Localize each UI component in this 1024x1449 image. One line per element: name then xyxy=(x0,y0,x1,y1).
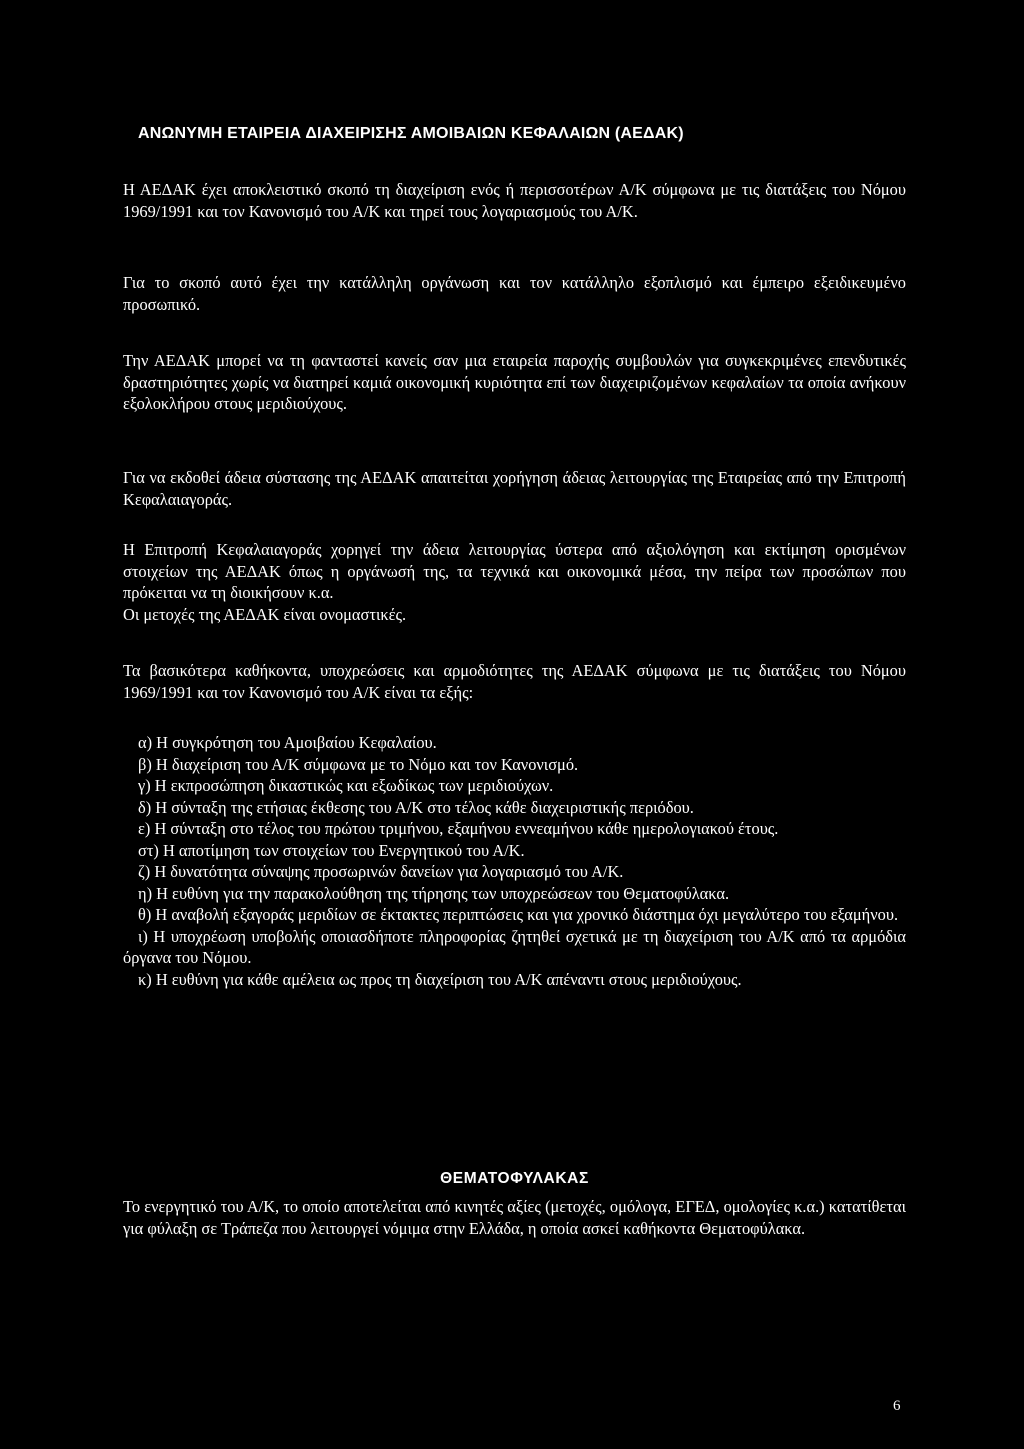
paragraph-custodian: Το ενεργητικό του Α/Κ, το οποίο αποτελείται από κινητές αξίες (μετοχές, ομόλογα, ΕΓΕΔ, ομολογίες κ.α.) κατατίθεται για φύλαξη σε Τράπεζα που λειτουργεί νόμιμα στην Ελλάδα, η οποία ασκεί καθήκοντα Θεματοφύλακα. xyxy=(123,1197,906,1238)
list-item: ι) Η υποχρέωση υποβολής οποιασδήποτε πληροφορίας ζητηθεί σχετικά με τη διαχείριση του Α/Κ από τα αρμόδια όργανα του Νόμου. xyxy=(123,926,906,967)
paragraph-registered-shares: Οι μετοχές της ΑΕΔΑΚ είναι ονομαστικές. xyxy=(123,604,407,624)
list-item: στ) Η αποτίμηση των στοιχείων του Ενεργητικού του Α/Κ. xyxy=(138,840,525,860)
paragraph-duties-intro: Τα βασικότερα καθήκοντα, υποχρεώσεις και αρμοδιότητες της ΑΕΔΑΚ σύμφωνα με τις διατάξεις του Νόμου 1969/1991 και τον Κανονισμό του Α/Κ είναι τα εξής: xyxy=(123,661,906,702)
section-heading-aedak: ΑΝΩΝΥΜΗ ΕΤΑΙΡΕΙΑ ΔΙΑΧΕΙΡΙΣΗΣ ΑΜΟΙΒΑΙΩΝ ΚΕΦΑΛΑΙΩΝ (ΑΕΔΑΚ) xyxy=(138,125,684,142)
page-number: 6 xyxy=(893,1398,901,1414)
list-item: γ) Η εκπροσώπηση δικαστικώς και εξωδίκως των μεριδιούχων. xyxy=(138,776,554,795)
paragraph-purpose: Η ΑΕΔΑΚ έχει αποκλειστικό σκοπό τη διαχείριση ενός ή περισσοτέρων Α/Κ σύμφωνα με τις διατάξεις του Νόμου 1969/1991 και τον Κανονισμό του Α/Κ και τηρεί τους λογαριασμούς του Α/Κ. xyxy=(123,180,906,221)
paragraph-license-evaluation-text: Η Επιτροπή Κεφαλαιαγοράς χορηγεί την άδεια λειτουργίας ύστερα από αξιολόγηση και εκτίμηση ορισμένων στοιχείων της ΑΕΔΑΚ όπως η οργάνωσή της, τα τεχνικά και οικονομικά μέσα, την πείρα των προσώπων που πρόκειται να τη διοικήσουν κ.α. xyxy=(123,540,906,602)
duties-list xyxy=(123,732,906,990)
paragraph-consulting-analogy: Την ΑΕΔΑΚ μπορεί να τη φανταστεί κανείς σαν μια εταιρεία παροχής συμβουλών για συγκεκριμένες επενδυτικές δραστηριότητες χωρίς να διατηρεί καμιά οικονομική κυριότητα επί των διαχειριζομένων κεφαλαίων τα οποία ανήκουν εξολοκλήρου στους μεριδιούχους. xyxy=(123,351,906,413)
list-item: κ) Η ευθύνη για κάθε αμέλεια ως προς τη διαχείριση του Α/Κ απέναντι στους μεριδιούχους. xyxy=(138,969,742,989)
list-item: β) Η διαχείριση του Α/Κ σύμφωνα με το Νόμο και τον Κανονισμό. xyxy=(138,754,579,774)
list-item: δ) Η σύνταξη της ετήσιας έκθεσης του Α/Κ στο τέλος κάθε διαχειριστικής περιόδου. xyxy=(138,797,694,817)
paragraph-license-evaluation xyxy=(123,539,906,625)
paragraph-organization: Για το σκοπό αυτό έχει την κατάλληλη οργάνωση και τον κατάλληλο εξοπλισμό και έμπειρο εξειδικευμένο προσωπικό. xyxy=(123,273,906,314)
section-heading-custodian: ΘΕΜΑΤΟΦΥΛΑΚΑΣ xyxy=(440,1170,589,1187)
document-page xyxy=(123,0,906,1449)
paragraph-license-requirement: Για να εκδοθεί άδεια σύστασης της ΑΕΔΑΚ απαιτείται χορήγηση άδειας λειτουργίας της Εταιρείας από την Επιτροπή Κεφαλαιαγοράς. xyxy=(123,468,906,509)
list-item: ζ) Η δυνατότητα σύναψης προσωρινών δανείων για λογαριασμό του Α/Κ. xyxy=(138,862,624,881)
list-item: θ) Η αναβολή εξαγοράς μεριδίων σε έκτακτες περιπτώσεις και για χρονικό διάστημα όχι μεγαλύτερο του εξαμήνου. xyxy=(138,905,899,924)
list-item: η) Η ευθύνη για την παρακολούθηση της τήρησης των υποχρεώσεων του Θεματοφύλακα. xyxy=(138,883,730,903)
list-item: ε) Η σύνταξη στο τέλος του πρώτου τριμήνου, εξαμήνου εννεαμήνου κάθε ημερολογιακού έτους. xyxy=(138,819,779,838)
list-item: α) Η συγκρότηση του Αμοιβαίου Κεφαλαίου. xyxy=(138,733,437,752)
